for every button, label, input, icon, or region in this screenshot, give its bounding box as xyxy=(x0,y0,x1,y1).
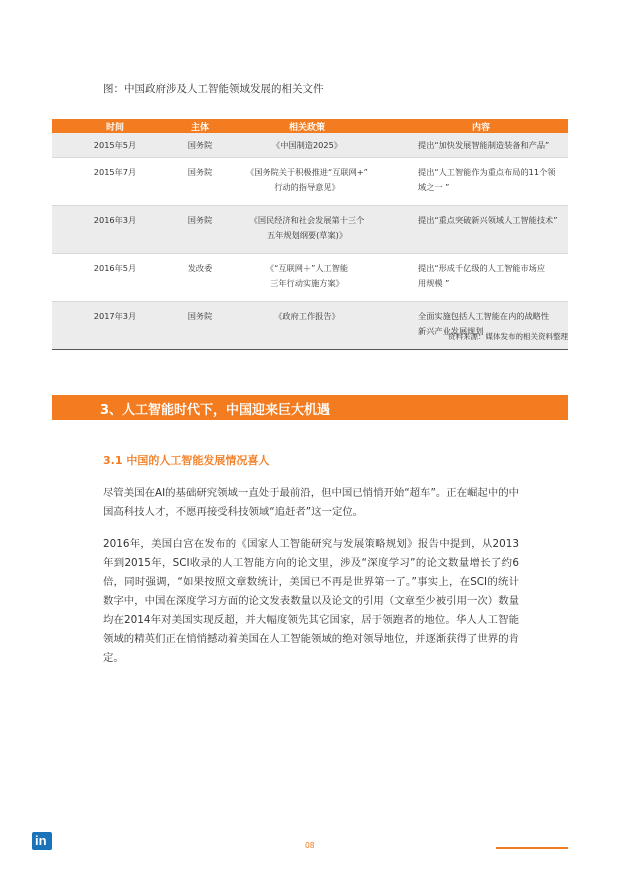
header-content: 内容 xyxy=(392,119,568,133)
content-line: 提出“重点突破新兴领域人工智能技术” xyxy=(418,215,558,225)
table-row xyxy=(52,302,568,350)
policy-line: 《中国制造2025》 xyxy=(272,140,342,150)
cell-body: 国务院 xyxy=(178,133,222,158)
cell-time: 2016年3月 xyxy=(52,206,178,254)
cell-policy xyxy=(222,158,392,206)
header-policy: 相关政策 xyxy=(222,119,392,133)
page-number: 08 xyxy=(305,841,315,850)
cell-content xyxy=(392,254,568,302)
content-line: 提出“人工智能作为重点布局的11个领 xyxy=(418,167,556,177)
cell-body: 发改委 xyxy=(187,263,213,273)
cell-policy xyxy=(222,206,392,254)
policy-line: 三年行动实施方案》 xyxy=(270,278,344,288)
subsection-title: 3.1 中国的人工智能发展情况喜人 xyxy=(103,454,270,467)
policy-line: 《国务院关于积极推进“互联网+” xyxy=(246,167,368,177)
section-title: 3、人工智能时代下，中国迎来巨大机遇 xyxy=(100,403,331,418)
content-line: 域之一 ” xyxy=(418,182,450,192)
cell-policy xyxy=(222,254,392,302)
cell-content xyxy=(392,206,568,254)
table-row xyxy=(52,206,568,254)
table-row xyxy=(52,133,568,158)
logo-text: in xyxy=(35,833,47,848)
cell-body: 国务院 xyxy=(187,167,213,177)
content-line: 全面实施包括人工智能在内的战略性 xyxy=(418,311,550,321)
content-line: 新兴产业发展规划 xyxy=(418,326,484,336)
header-body: 主体 xyxy=(178,119,222,133)
cell-body: 国务院 xyxy=(178,206,222,254)
linkedin-logo-icon xyxy=(32,832,52,850)
policy-table xyxy=(52,119,568,350)
cell-content xyxy=(392,133,568,158)
body-paragraph: 2016年，美国白宫在发布的《国家人工智能研究与发展策略规划》报告中提到，从2013年到2015年，SCI收录的人工智能方向的论文里，涉及“深度学习”的论文数量增长了约6倍，同时强调，“如果按照文章数统计，美国已不再是世界第一了。”事实上，在SCI的统计数字中，中国在深度学习方面的论文发表数量以及论文的引用（文章至少被引用一次）数量均在2014年对美国实现反超，并大幅度领先其它国家，居于领跑者的地位。华人人工智能领域的精英们正在悄悄撼动着美国在人工智能领域的绝对领导地位，并逐渐获得了世界的肯定。 xyxy=(103,538,519,664)
cell-time: 2015年7月 xyxy=(93,167,137,177)
policy-line: 《“互联网＋”人工智能 xyxy=(265,263,349,273)
source-note: 资料来源：媒体发布的相关资料整理 xyxy=(448,332,568,341)
cell-content xyxy=(392,302,568,350)
cell-time: 2016年5月 xyxy=(93,263,137,273)
table-header-row xyxy=(52,119,568,133)
policy-line: 行动的指导意见》 xyxy=(274,182,340,192)
cell-time: 2015年5月 xyxy=(52,133,178,158)
table-row xyxy=(52,254,568,302)
cell-policy xyxy=(222,302,392,350)
figure-caption: 图：中国政府涉及人工智能领域发展的相关文件 xyxy=(103,83,324,95)
content-line: 提出“加快发展智能制造装备和产品” xyxy=(418,140,550,150)
cell-body: 国务院 xyxy=(178,302,222,350)
footer-divider xyxy=(496,847,568,849)
content-line: 用规模 ” xyxy=(418,278,450,288)
cell-content xyxy=(392,158,568,206)
cell-time: 2017年3月 xyxy=(52,302,178,350)
policy-line: 《国民经济和社会发展第十三个 xyxy=(249,215,365,225)
table-row xyxy=(52,158,568,206)
policy-line: 五年规划纲要(草案)》 xyxy=(266,230,348,240)
cell-policy xyxy=(222,133,392,158)
section-header xyxy=(52,395,568,420)
header-time: 时间 xyxy=(52,119,178,133)
policy-line: 《政府工作报告》 xyxy=(274,311,340,321)
content-line: 提出“形成千亿级的人工智能市场应 xyxy=(418,263,546,273)
body-paragraph: 尽管美国在AI的基础研究领域一直处于最前沿，但中国已悄悄开始“超车”。正在崛起中的中国高科技人才，不愿再接受科技领域“追赶者”这一定位。 xyxy=(103,487,519,518)
